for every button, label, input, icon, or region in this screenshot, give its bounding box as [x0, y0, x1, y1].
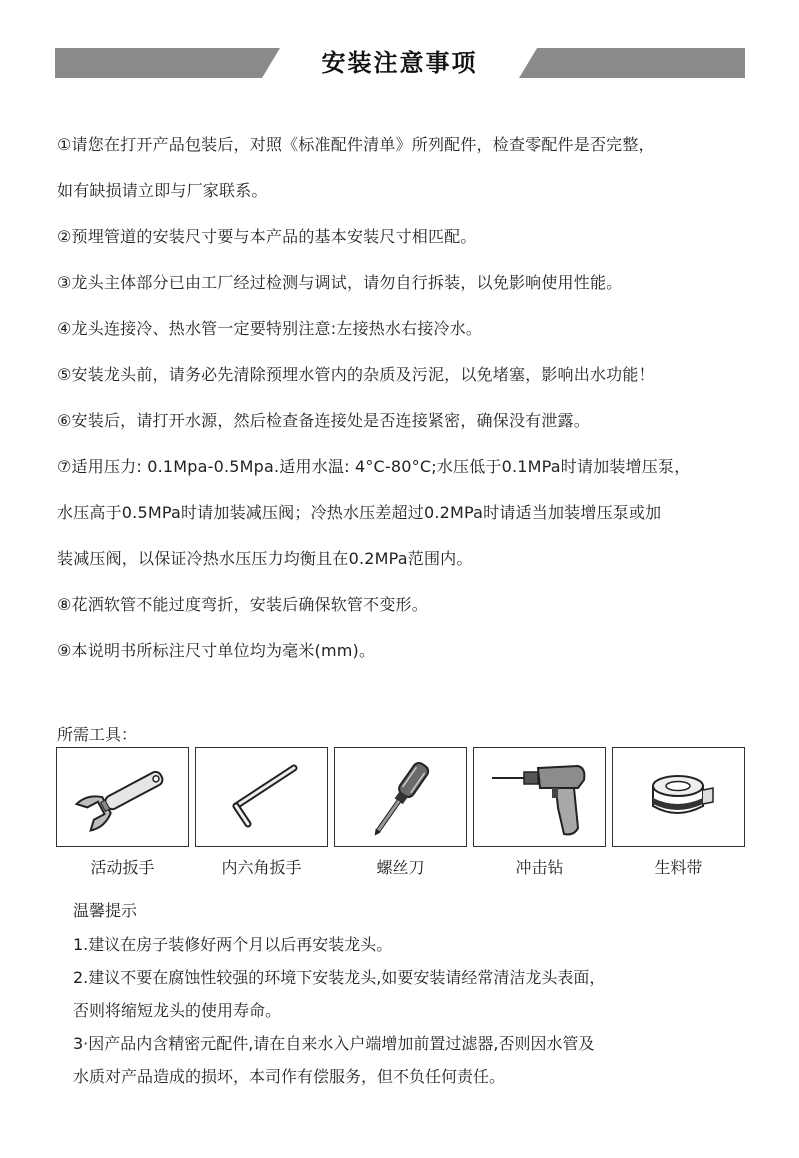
tools-row	[56, 747, 745, 877]
note-line: ⑥安装后，请打开水源，然后检查备连接处是否连接紧密，确保没有泄露。	[57, 411, 590, 430]
tool-image-box	[612, 747, 745, 847]
ptfe-tape-icon	[613, 748, 744, 846]
tool-image-box	[195, 747, 328, 847]
tool-label: 生料带	[654, 858, 703, 877]
tool-label: 螺丝刀	[376, 858, 425, 877]
banner-left-bar	[55, 48, 280, 78]
tools-label: 所需工具：	[57, 725, 138, 744]
tool-image-box	[473, 747, 606, 847]
tool-image-box	[56, 747, 189, 847]
note-line: ②预埋管道的安装尺寸要与本产品的基本安装尺寸相匹配。	[57, 227, 477, 246]
tip-line: 1.建议在房子装修好两个月以后再安装龙头。	[73, 935, 393, 954]
tip-line: 2.建议不要在腐蚀性较强的环境下安装龙头,如要安装请经常清洁龙头表面，	[73, 968, 606, 987]
note-line: ③龙头主体部分已由工厂经过检测与调试，请勿自行拆装，以免影响使用性能。	[57, 273, 623, 292]
note-line: ⑨本说明书所标注尺寸单位均为毫米(mm)。	[57, 641, 376, 660]
tool-ptfe-tape	[612, 747, 745, 878]
tool-hex-key	[195, 747, 328, 878]
tool-impact-drill	[473, 747, 606, 878]
hex-key-icon	[196, 748, 327, 846]
note-line: ④龙头连接冷、热水管一定要特别注意:左接热水右接冷水。	[57, 319, 483, 338]
note-line: ①请您在打开产品包装后，对照《标准配件清单》所列配件，检查零配件是否完整，	[57, 135, 655, 154]
tip-line: 水质对产品造成的损坏，本司作有偿服务，但不负任何责任。	[73, 1067, 506, 1086]
note-line: ⑦适用压力: 0.1Mpa-0.5Mpa.适用水温: 4°C-80°C;水压低于0.1MPa时请加装增压泵，	[57, 457, 691, 476]
tool-adjustable-wrench	[56, 747, 189, 878]
installation-notes	[57, 122, 757, 674]
note-line: ⑧花洒软管不能过度弯折，安装后确保软管不变形。	[57, 595, 428, 614]
screwdriver-icon	[335, 748, 466, 846]
banner-right-bar	[519, 48, 745, 78]
tool-image-box	[334, 747, 467, 847]
tips-title: 温馨提示	[73, 901, 138, 920]
note-line: 水压高于0.5MPa时请加装减压阀；冷热水压差超过0.2MPa时请适当加装增压泵或加	[57, 503, 662, 522]
note-line: ⑤安装龙头前，请务必先清除预埋水管内的杂质及污泥，以免堵塞，影响出水功能！	[57, 365, 655, 384]
tip-line: 3·因产品内含精密元配件,请在自来水入户端增加前置过滤器,否则因水管及	[73, 1034, 595, 1053]
adjustable-wrench-icon	[57, 748, 188, 846]
tool-screwdriver	[334, 747, 467, 878]
impact-drill-icon	[474, 748, 605, 846]
tool-label: 活动扳手	[90, 858, 155, 877]
note-line: 装减压阀，以保证冷热水压压力均衡且在0.2MPa范围内。	[57, 549, 473, 568]
tool-label: 内六角扳手	[221, 858, 302, 877]
title-banner	[0, 48, 799, 78]
warm-tips	[73, 896, 753, 1093]
tool-label: 冲击钻	[515, 858, 564, 877]
note-line: 如有缺损请立即与厂家联系。	[57, 181, 268, 200]
tip-line: 否则将缩短龙头的使用寿命。	[73, 1001, 282, 1020]
page-title: 安装注意事项	[321, 49, 478, 77]
